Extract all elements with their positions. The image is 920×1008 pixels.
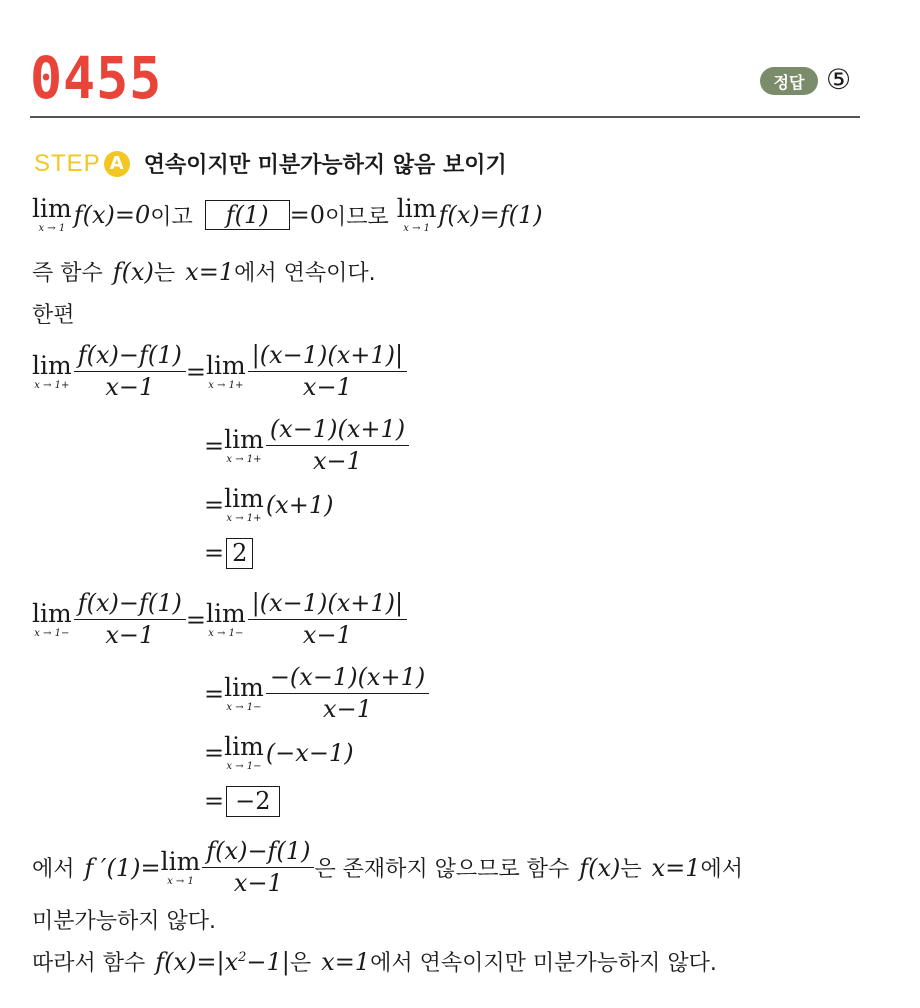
step-letter: A [109,153,124,174]
left-difference-quotient: $\frac{f(x)-f(1)}{x-1}$ [74,590,186,649]
connector-text-2: 이므로 [325,204,389,230]
right-limit-row-4: = 2 [204,538,253,569]
answer-box-f1: f(1) [205,200,290,231]
answer-box-left-limit: −2 [226,786,279,817]
left-step-2: $\frac{-(x-1)(x+1)}{x-1}$ [266,664,429,723]
function-definition: $f(x)=|x^2-1|$ [155,947,290,976]
right-difference-quotient: $\frac{f(x)-f(1)}{x-1}$ [74,342,186,401]
right-step-2: $\frac{(x-1)(x+1)}{x-1}$ [266,416,409,475]
point-expr-3: x=1 [321,947,371,976]
derivative-conclusion: 에서 f ′(1)= lim x → 1 $\frac{f(x)-f(1)}{x-1}$ 은 존재하지 않으므로 함수 f(x) 는 x=1 에서 [32,837,744,897]
step-title: 연속이지만 미분가능하지 않음 보이기 [143,153,507,178]
left-step-1: $\frac{|(x-1)(x+1)|}{x-1}$ [248,590,407,649]
limit-operator: lim x → 1 [32,194,72,234]
continuity-statement [32,256,376,287]
limit-expression: f(x)=0 [73,201,151,229]
limit-equality: f(x)=f(1) [438,201,543,229]
answer-badge-label: 정답 [773,72,805,92]
point-expr-2: x=1 [651,853,701,882]
left-limit-row-1: lim x → 1− $\frac{f(x)-f(1)}{x-1}$ = lim x → 1− $\frac{|(x-1)(x+1)|}{x-1}$ [32,590,407,649]
conclusion-text-4: 에서 [700,857,744,883]
answer-badge [760,67,818,95]
right-limit-row-3: = lim x → 1+ (x+1) [204,484,334,524]
right-step-3: (x+1) [265,491,334,519]
step-letter-badge [104,151,130,177]
final-text-2: 은 [289,951,312,976]
right-limit-row-1: lim x → 1+ $\frac{f(x)-f(1)}{x-1}$ = lim x → 1+ $\frac{|(x-1)(x+1)|}{x-1}$ [32,342,407,401]
meanwhile-text: 한편 [32,303,75,328]
left-step-3: (−x−1) [265,739,354,767]
not-differentiable-text: 미분가능하지 않다. [32,909,217,934]
header-divider [30,116,860,118]
statement-text: 즉 함수 [32,261,103,286]
left-limit-row-4: = −2 [204,786,280,817]
continuity-line [32,196,543,234]
answer-box-right-limit: 2 [226,538,253,569]
connector-text: 이고 [150,204,193,230]
statement-text-3: 에서 연속이다. [234,261,376,286]
conclusion-text-3: 는 [620,857,642,883]
conclusion-text-2: 은 존재하지 않으므로 함수 [314,857,570,883]
final-text: 따라서 함수 [32,951,146,976]
conclusion-text: 에서 [32,857,75,883]
final-conclusion [32,946,717,977]
function-expr-2: f(x) [579,853,621,882]
answer-value: ⑤ [826,63,852,96]
left-limit-row-2: = lim x → 1− $\frac{-(x-1)(x+1)}{x-1}$ [204,664,429,723]
problem-number: 0455 [30,44,163,112]
step-label: STEP [34,149,101,177]
right-limit-row-2: = lim x → 1+ $\frac{(x-1)(x+1)}{x-1}$ [204,416,409,475]
statement-text-2: 는 [153,261,176,286]
point-expr: x=1 [185,257,235,286]
step-heading [34,148,507,179]
derivative-quotient: $\frac{f(x)-f(1)}{x-1}$ [202,838,314,897]
value-expression: =0 [289,201,326,229]
left-limit-row-3: = lim x → 1− (−x−1) [204,732,354,772]
right-step-1: $\frac{|(x-1)(x+1)|}{x-1}$ [248,342,407,401]
derivative-expr: f ′(1)= [84,853,161,882]
limit-operator-2: lim x → 1 [396,194,437,234]
final-text-3: 에서 연속이지만 미분가능하지 않다. [370,951,717,976]
function-expr: f(x) [112,257,154,286]
